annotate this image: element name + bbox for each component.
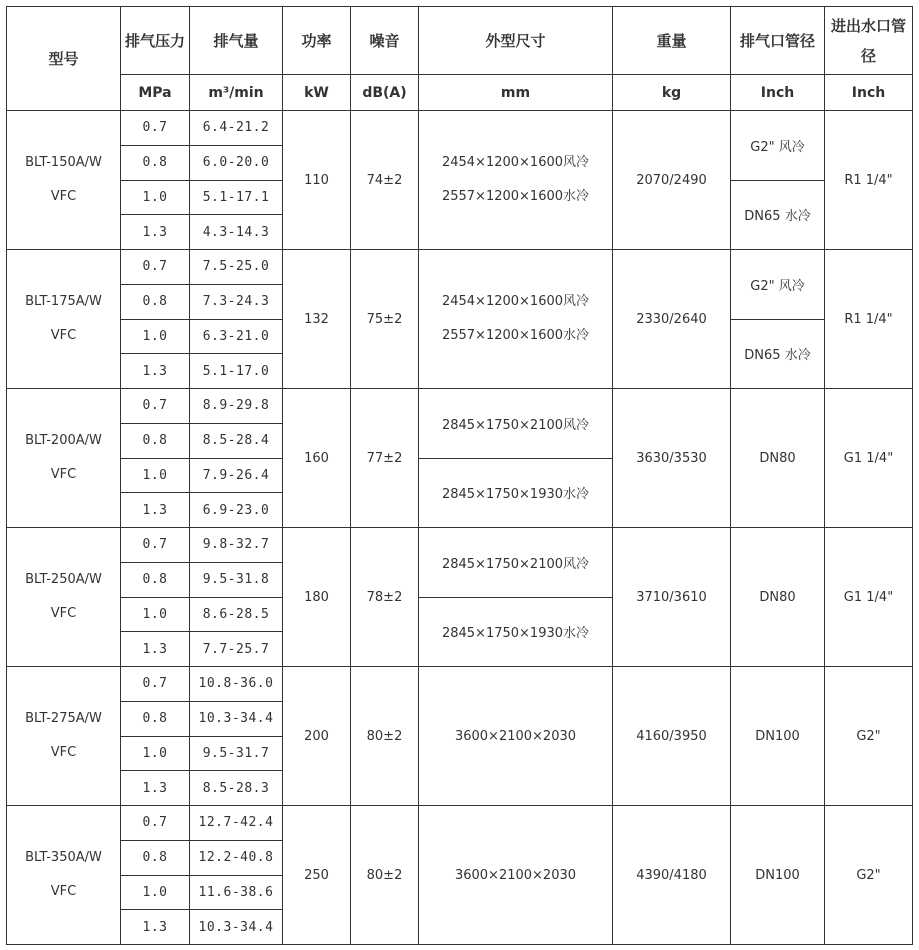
header-row [7,7,913,75]
dimension-air: 2454×1200×1600风冷 [441,294,590,309]
flow-cell: 8.6-28.5 [190,597,283,632]
table-row [7,528,913,563]
outlet-cell: DN80 [731,389,825,528]
flow-cell: 6.0-20.0 [190,145,283,180]
flow-cell: 7.9-26.4 [190,458,283,493]
pressure-cell: 0.7 [121,250,190,285]
header-flow: 排气量 [190,7,283,75]
weight-cell: 3710/3610 [613,528,731,667]
noise-cell: 80±2 [351,806,419,945]
unit-outlet: Inch [731,75,825,111]
table-body [7,7,913,945]
model-cell [7,250,121,389]
model-name: BLT-150A/W [25,155,102,170]
flow-cell: 6.3-21.0 [190,319,283,354]
spec-table [6,6,913,945]
unit-row [7,75,913,111]
power-cell: 250 [283,806,351,945]
weight-cell: 2070/2490 [613,111,731,250]
water-port-cell: R1 1/4" [825,250,913,389]
flow-cell: 8.9-29.8 [190,389,283,424]
noise-cell: 75±2 [351,250,419,389]
pressure-cell: 1.0 [121,319,190,354]
pressure-cell: 0.8 [121,145,190,180]
pressure-cell: 1.3 [121,215,190,250]
pressure-cell: 1.0 [121,180,190,215]
dimension-water: 2557×1200×1600水冷 [441,328,590,343]
power-cell: 132 [283,250,351,389]
header-weight: 重量 [613,7,731,75]
model-suffix: VFC [50,328,77,343]
table-row [7,389,913,424]
flow-cell: 9.5-31.8 [190,562,283,597]
pressure-cell: 0.8 [121,840,190,875]
outlet-air-cell: G2" 风冷 [731,111,825,181]
unit-power: kW [283,75,351,111]
dimension-air: 2454×1200×1600风冷 [441,155,590,170]
pressure-cell: 1.0 [121,736,190,771]
flow-cell: 6.4-21.2 [190,111,283,146]
outlet-air-cell: G2" 风冷 [731,250,825,320]
flow-cell: 6.9-23.0 [190,493,283,528]
weight-cell: 2330/2640 [613,250,731,389]
model-cell [7,528,121,667]
header-water: 进出水口管径 [825,7,913,75]
water-port-cell: G1 1/4" [825,389,913,528]
model-name: BLT-350A/W [25,850,102,865]
pressure-cell: 0.7 [121,111,190,146]
pressure-cell: 1.0 [121,458,190,493]
dimension-air-cell: 2845×1750×2100风冷 [419,389,613,459]
pressure-cell: 1.3 [121,632,190,667]
flow-cell: 5.1-17.1 [190,180,283,215]
outlet-water-cell: DN65 水冷 [731,319,825,389]
pressure-cell: 0.7 [121,389,190,424]
flow-cell: 10.3-34.4 [190,701,283,736]
flow-cell: 9.8-32.7 [190,528,283,563]
model-cell [7,389,121,528]
model-suffix: VFC [50,606,77,621]
flow-cell: 8.5-28.4 [190,423,283,458]
power-cell: 160 [283,389,351,528]
header-outlet: 排气口管径 [731,7,825,75]
table-row [7,667,913,702]
flow-cell: 9.5-31.7 [190,736,283,771]
noise-cell: 74±2 [351,111,419,250]
dimension-water-cell: 2845×1750×1930水冷 [419,458,613,528]
pressure-cell: 1.3 [121,771,190,806]
flow-cell: 7.5-25.0 [190,250,283,285]
table-row [7,111,913,146]
dimensions-cell [419,111,613,250]
header-model: 型号 [7,7,121,111]
water-port-cell: G1 1/4" [825,528,913,667]
water-port-cell: R1 1/4" [825,111,913,250]
table-row [7,250,913,285]
flow-cell: 10.3-34.4 [190,910,283,945]
outlet-water-cell: DN65 水冷 [731,180,825,250]
pressure-cell: 0.7 [121,528,190,563]
dimensions-cell: 3600×2100×2030 [419,806,613,945]
dimensions-cell [419,250,613,389]
pressure-cell: 1.0 [121,597,190,632]
model-name: BLT-200A/W [25,433,102,448]
flow-cell: 5.1-17.0 [190,354,283,389]
dimensions-cell: 3600×2100×2030 [419,667,613,806]
flow-cell: 7.3-24.3 [190,284,283,319]
unit-water: Inch [825,75,913,111]
flow-cell: 12.2-40.8 [190,840,283,875]
noise-cell: 80±2 [351,667,419,806]
weight-cell: 4160/3950 [613,667,731,806]
pressure-cell: 1.3 [121,354,190,389]
model-cell [7,111,121,250]
pressure-cell: 1.3 [121,493,190,528]
outlet-cell: DN100 [731,667,825,806]
power-cell: 200 [283,667,351,806]
outlet-cell: DN100 [731,806,825,945]
dimension-water-cell: 2845×1750×1930水冷 [419,597,613,667]
unit-flow: m³/min [190,75,283,111]
pressure-cell: 0.7 [121,667,190,702]
power-cell: 110 [283,111,351,250]
header-noise: 噪音 [351,7,419,75]
unit-dimensions: mm [419,75,613,111]
model-name: BLT-250A/W [25,572,102,587]
pressure-cell: 0.8 [121,562,190,597]
pressure-cell: 0.8 [121,701,190,736]
table-row [7,806,913,841]
weight-cell: 3630/3530 [613,389,731,528]
pressure-cell: 0.7 [121,806,190,841]
dimension-water: 2557×1200×1600水冷 [441,189,590,204]
flow-cell: 4.3-14.3 [190,215,283,250]
model-suffix: VFC [50,745,77,760]
dimension-air-cell: 2845×1750×2100风冷 [419,528,613,598]
model-suffix: VFC [50,467,77,482]
header-pressure: 排气压力 [121,7,190,75]
water-port-cell: G2" [825,667,913,806]
noise-cell: 78±2 [351,528,419,667]
pressure-cell: 0.8 [121,423,190,458]
flow-cell: 8.5-28.3 [190,771,283,806]
model-cell [7,806,121,945]
power-cell: 180 [283,528,351,667]
noise-cell: 77±2 [351,389,419,528]
header-dimensions: 外型尺寸 [419,7,613,75]
model-suffix: VFC [50,884,77,899]
pressure-cell: 0.8 [121,284,190,319]
pressure-cell: 1.3 [121,910,190,945]
flow-cell: 11.6-38.6 [190,875,283,910]
unit-noise: dB(A) [351,75,419,111]
model-name: BLT-175A/W [25,294,102,309]
flow-cell: 10.8-36.0 [190,667,283,702]
unit-weight: kg [613,75,731,111]
header-power: 功率 [283,7,351,75]
flow-cell: 12.7-42.4 [190,806,283,841]
water-port-cell: G2" [825,806,913,945]
model-name: BLT-275A/W [25,711,102,726]
flow-cell: 7.7-25.7 [190,632,283,667]
outlet-cell: DN80 [731,528,825,667]
model-cell [7,667,121,806]
model-suffix: VFC [50,189,77,204]
pressure-cell: 1.0 [121,875,190,910]
unit-pressure: MPa [121,75,190,111]
weight-cell: 4390/4180 [613,806,731,945]
